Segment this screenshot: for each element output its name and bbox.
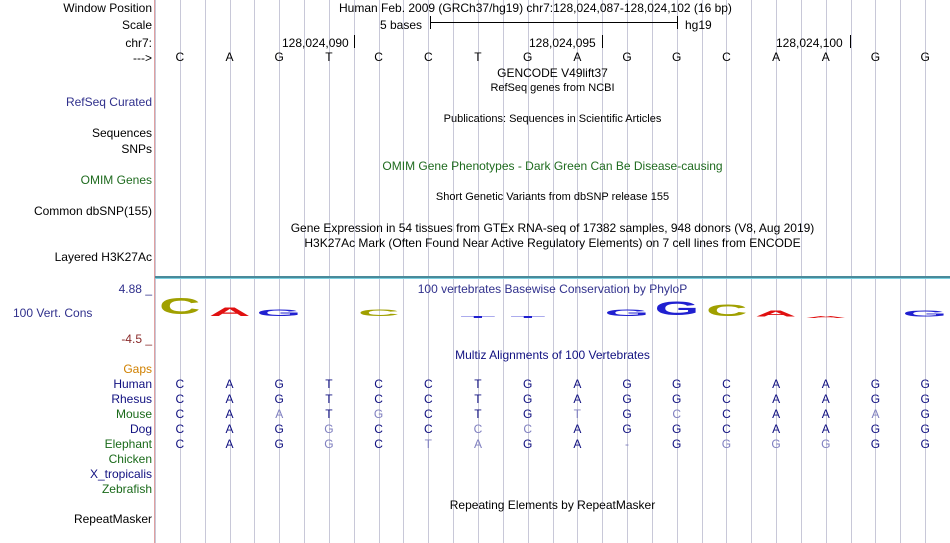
alignment-base: G [274,392,284,406]
alignment-base: A [275,407,284,421]
reference-base: G [622,50,632,64]
reference-base: T [325,50,333,64]
h3k27ac-track-title[interactable]: H3K27Ac Mark (Often Found Near Active Regulatory Elements) on 7 cell lines from ENCODE [304,236,801,250]
scale-bar-right-tick [677,16,678,29]
scale-db: hg19 [685,18,712,32]
alignment-base: A [772,407,781,421]
alignment-base: C [722,392,731,406]
conservation-logo-base: G [604,308,650,319]
alignment-base: G [274,422,284,436]
alignment-base: G [622,377,632,391]
reference-base: G [870,50,881,64]
alignment-base: C [722,422,731,436]
alignment-base: G [324,422,334,436]
alignment-base: C [423,422,433,436]
alignment-base: A [871,407,880,421]
alignment-base: G [920,422,930,436]
layered-h3k27ac-label[interactable]: Layered H3K27Ac [54,250,152,264]
species-label-x_tropicalis[interactable]: X_tropicalis [89,467,152,481]
gtex-track-title[interactable]: Gene Expression in 54 tissues from GTEx RNA-seq of 17382 samples, 948 donors (V8, Aug 2019) [290,221,815,235]
alignment-base: T [474,377,482,391]
alignment-base: C [473,422,483,436]
alignment-base: A [821,377,830,391]
alignment-row [155,407,950,421]
alignment-base: A [821,392,830,406]
gaps-label[interactable]: Gaps [123,362,152,376]
species-label-rhesus[interactable]: Rhesus [111,392,152,406]
alignment-row [155,467,950,481]
scale-bar-left-tick [430,16,431,29]
alignment-base: A [821,422,830,436]
alignment-base: A [573,422,582,436]
refseq-curated-label[interactable]: RefSeq Curated [65,95,152,109]
conservation-logo-base: C [159,292,201,320]
conservation-logo-base: C [357,308,400,319]
alignment-row [155,482,950,496]
alignment-base: A [573,377,582,391]
reference-base: A [772,50,781,64]
alignment-base: T [325,407,333,421]
scale-bar [430,22,678,23]
conservation-logo-base: A [208,305,251,319]
alignment-base: G [870,422,881,436]
window-position-value[interactable]: Human Feb. 2009 (GRCh37/hg19) chr7:128,024,087-128,024,102 (16 bp) [339,1,732,15]
common-dbsnp-label[interactable]: Common dbSNP(155) [33,204,152,218]
alignment-base: G [672,437,682,451]
scale-label: Scale [121,18,152,32]
alignment-base: T [474,407,482,421]
alignment-base: G [920,392,930,406]
alignment-base: G [522,377,533,391]
alignment-base: G [522,392,533,406]
alignment-base: T [424,437,432,451]
strand-arrow-label: ---> [133,51,152,65]
alignment-base: A [225,407,234,421]
alignment-base: G [274,437,284,451]
alignment-row [155,392,950,406]
alignment-base: A [573,392,582,406]
alignment-base: G [522,407,533,421]
reference-base: C [374,50,383,64]
repeatmasker-track-title[interactable]: Repeating Elements by RepeatMasker [449,498,656,512]
track-separator-highlight [155,278,950,279]
reference-base: A [573,50,582,64]
alignment-base: G [622,392,632,406]
alignment-base: G [522,437,533,451]
alignment-base: C [722,377,731,391]
reference-base: C [423,50,433,64]
alignment-base: G [821,437,831,451]
alignment-row [155,452,950,466]
reference-base: G [672,50,682,64]
species-label-elephant[interactable]: Elephant [104,437,152,451]
alignment-base: A [473,437,482,451]
alignment-base: C [423,392,433,406]
alignment-base: G [672,422,682,436]
reference-base: G [274,50,284,64]
alignment-base: G [721,437,732,451]
alignment-base: A [821,407,830,421]
alignment-base: T [325,392,333,406]
species-label-chicken[interactable]: Chicken [108,452,152,466]
alignment-base: G [920,377,930,391]
sequences-label[interactable]: Sequences [91,126,152,140]
reference-sequence-row [155,50,950,64]
dbsnp-track-title[interactable]: Short Genetic Variants from dbSNP release 155 [435,191,670,203]
alignment-row [155,437,950,451]
coord-label: 128,024,095 [529,36,596,50]
conservation-logo-base: G [902,309,948,319]
alignment-base: G [771,437,781,451]
alignment-base: G [870,377,881,391]
alignment-base: G [920,407,930,421]
alignment-base: G [622,422,632,436]
alignment-base: G [373,407,384,421]
window-position-label: Window Position [63,1,152,15]
reference-base: A [225,50,234,64]
omim-genes-label[interactable]: OMIM Genes [80,173,152,187]
reference-base: T [474,50,482,64]
alignment-base: A [225,437,234,451]
coord-tick [354,35,355,48]
alignment-base: A [225,392,234,406]
species-label-zebrafish[interactable]: Zebrafish [101,482,152,496]
conservation-logo-base: G [654,297,699,320]
alignment-base: C [374,377,383,391]
alignment-base: - [625,437,630,451]
coord-label: 128,024,100 [776,36,843,50]
phylop-min-label: -4.5 _ [121,332,152,346]
species-label-dog[interactable]: Dog [129,422,152,436]
reference-base: C [175,50,185,64]
phylop-track-label[interactable]: 100 Vert. Cons [13,306,93,320]
omim-track-title[interactable]: OMIM Gene Phenotypes - Dark Green Can Be Disease-causing [382,159,723,173]
alignment-base: G [920,437,930,451]
alignment-base: G [324,437,334,451]
alignment-base: A [772,392,781,406]
coord-label: 128,024,090 [282,36,349,50]
alignment-row [155,377,950,391]
alignment-base: A [573,437,582,451]
conservation-logo-base: A [805,315,847,319]
alignment-base: G [672,377,682,391]
alignment-base: G [622,407,632,421]
scale-bases: 5 bases [380,18,423,32]
multiz-track-title[interactable]: Multiz Alignments of 100 Vertebrates [455,348,650,362]
alignment-base: A [772,422,781,436]
coord-tick [602,35,603,48]
species-label-human[interactable]: Human [113,377,152,391]
coord-tick [850,35,851,48]
phylop-track-title[interactable]: 100 vertebrates Basewise Conservation by PhyloP [417,282,688,296]
alignment-base: C [175,392,185,406]
alignment-base: C [722,407,731,421]
alignment-base: C [423,377,433,391]
alignment-base: A [772,377,781,391]
conservation-logo-base: C [705,299,748,320]
alignment-base: C [423,407,433,421]
conservation-logo-base: T [510,315,546,319]
refseq-track-subtitle[interactable]: RefSeq genes from NCBI [490,82,615,94]
alignment-base: C [374,422,383,436]
alignment-base: G [274,377,284,391]
conservation-logo-base: T [460,315,496,319]
alignment-base: C [374,437,383,451]
alignment-base: G [870,392,881,406]
conservation-logo-base: A [755,309,797,319]
chrom-label: chr7: [125,36,152,50]
alignment-base: C [175,422,185,436]
phylop-max-label: 4.88 _ [118,282,152,296]
alignment-base: C [175,377,185,391]
alignment-base: C [672,407,682,421]
alignment-base: C [175,437,185,451]
conservation-logo [155,292,950,324]
reference-base: G [920,50,930,64]
alignment-base: C [374,392,383,406]
alignment-base: G [672,392,682,406]
alignment-base: G [870,437,881,451]
reference-base: C [722,50,731,64]
alignment-base: T [325,377,333,391]
alignment-base: A [225,422,234,436]
repeatmasker-label[interactable]: RepeatMasker [73,512,152,526]
gencode-track-title[interactable]: GENCODE V49lift37 [497,66,608,80]
snps-label[interactable]: SNPs [121,142,152,156]
publications-track-title[interactable]: Publications: Sequences in Scientific Articles [443,113,662,125]
alignment-row [155,422,950,436]
alignment-base: C [523,422,532,436]
reference-base: A [821,50,830,64]
alignment-base: C [175,407,185,421]
alignment-base: A [225,377,234,391]
alignment-base: T [573,407,582,421]
alignment-base: T [474,392,482,406]
reference-base: G [522,50,533,64]
conservation-logo-base: G [256,308,302,319]
species-label-mouse[interactable]: Mouse [115,407,152,421]
